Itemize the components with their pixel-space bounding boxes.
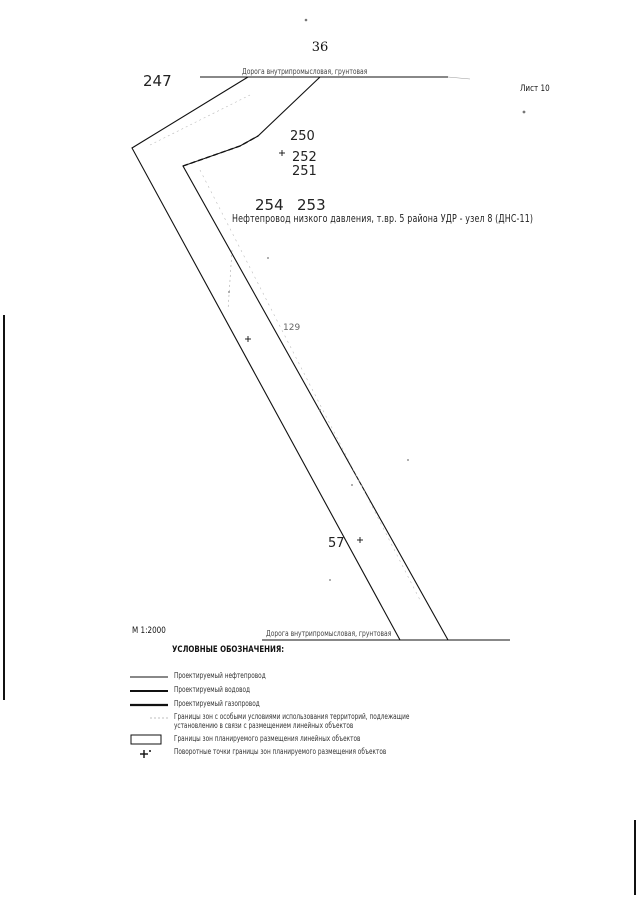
legend-item-label: Проектируемый нефтепровод bbox=[174, 671, 266, 680]
legend-item-label: Проектируемый газопровод bbox=[174, 699, 260, 708]
point-label-250: 250 bbox=[290, 129, 315, 144]
legend-item-restricted-zone bbox=[128, 711, 488, 733]
point-label-253: 253 bbox=[297, 196, 326, 214]
road-label-top: Дорога внутрипромысловая, грунтовая bbox=[242, 67, 368, 76]
legend-item-turning-points bbox=[128, 746, 488, 760]
legend-item-label: Границы зон с особыми условиями использования территорий, подлежащие установлению в связи с размещением линейных объектов bbox=[174, 712, 410, 730]
legend-item-label: Границы зон планируемого размещения линейных объектов bbox=[174, 734, 361, 743]
legend-rectangle-symbol bbox=[128, 733, 170, 747]
pipeline-title: Нефтепровод низкого давления, т.вр. 5 района УДР - узел 8 (ДНС-11) bbox=[232, 212, 534, 225]
turning-point-marker bbox=[279, 150, 285, 156]
turning-point-marker bbox=[357, 537, 363, 543]
road-label-bottom: Дорога внутрипромысловая, грунтовая bbox=[266, 629, 392, 638]
legend-thin-line-symbol bbox=[128, 670, 170, 684]
turning-point-marker bbox=[245, 336, 251, 342]
scan-edge-mark-left bbox=[3, 315, 5, 700]
legend-title: УСЛОВНЫЕ ОБОЗНАЧЕНИЯ: bbox=[172, 645, 285, 655]
point-label-247: 247 bbox=[143, 72, 172, 90]
pipeline-start-dashed bbox=[183, 136, 258, 166]
sheet-label: Лист 10 bbox=[520, 84, 550, 94]
point-label-252: 252 bbox=[292, 150, 317, 165]
survey-line-top bbox=[150, 95, 250, 145]
scan-edge-mark-right bbox=[634, 820, 636, 895]
point-label-251: 251 bbox=[292, 164, 317, 179]
page-number: 36 bbox=[311, 40, 329, 55]
legend-cross-marker-symbol bbox=[128, 746, 170, 760]
legend-item-placement-zone bbox=[128, 733, 488, 747]
legend-item-label: Проектируемый водовод bbox=[174, 685, 251, 694]
legend-dashed-line-symbol bbox=[128, 711, 170, 725]
legend-thick-line-symbol bbox=[128, 698, 170, 712]
legend-item-gas-pipeline bbox=[128, 698, 488, 712]
legend-item-oil-pipeline bbox=[128, 670, 488, 684]
pipeline-axis bbox=[200, 170, 420, 600]
scale-label: М 1:2000 bbox=[132, 626, 166, 636]
point-label-57: 57 bbox=[328, 536, 345, 551]
point-label-254: 254 bbox=[255, 196, 284, 214]
survey-dots bbox=[228, 19, 525, 581]
road-line-top-ext bbox=[448, 77, 470, 79]
legend-item-label: Поворотные точки границы зон планируемого размещения объектов bbox=[174, 747, 387, 756]
legend-item-water-pipeline bbox=[128, 684, 488, 698]
zone-boundary-outer bbox=[132, 77, 400, 640]
point-label-129: 129 bbox=[283, 323, 301, 333]
survey-line-left bbox=[228, 250, 232, 310]
legend-thick-line-symbol bbox=[128, 684, 170, 698]
